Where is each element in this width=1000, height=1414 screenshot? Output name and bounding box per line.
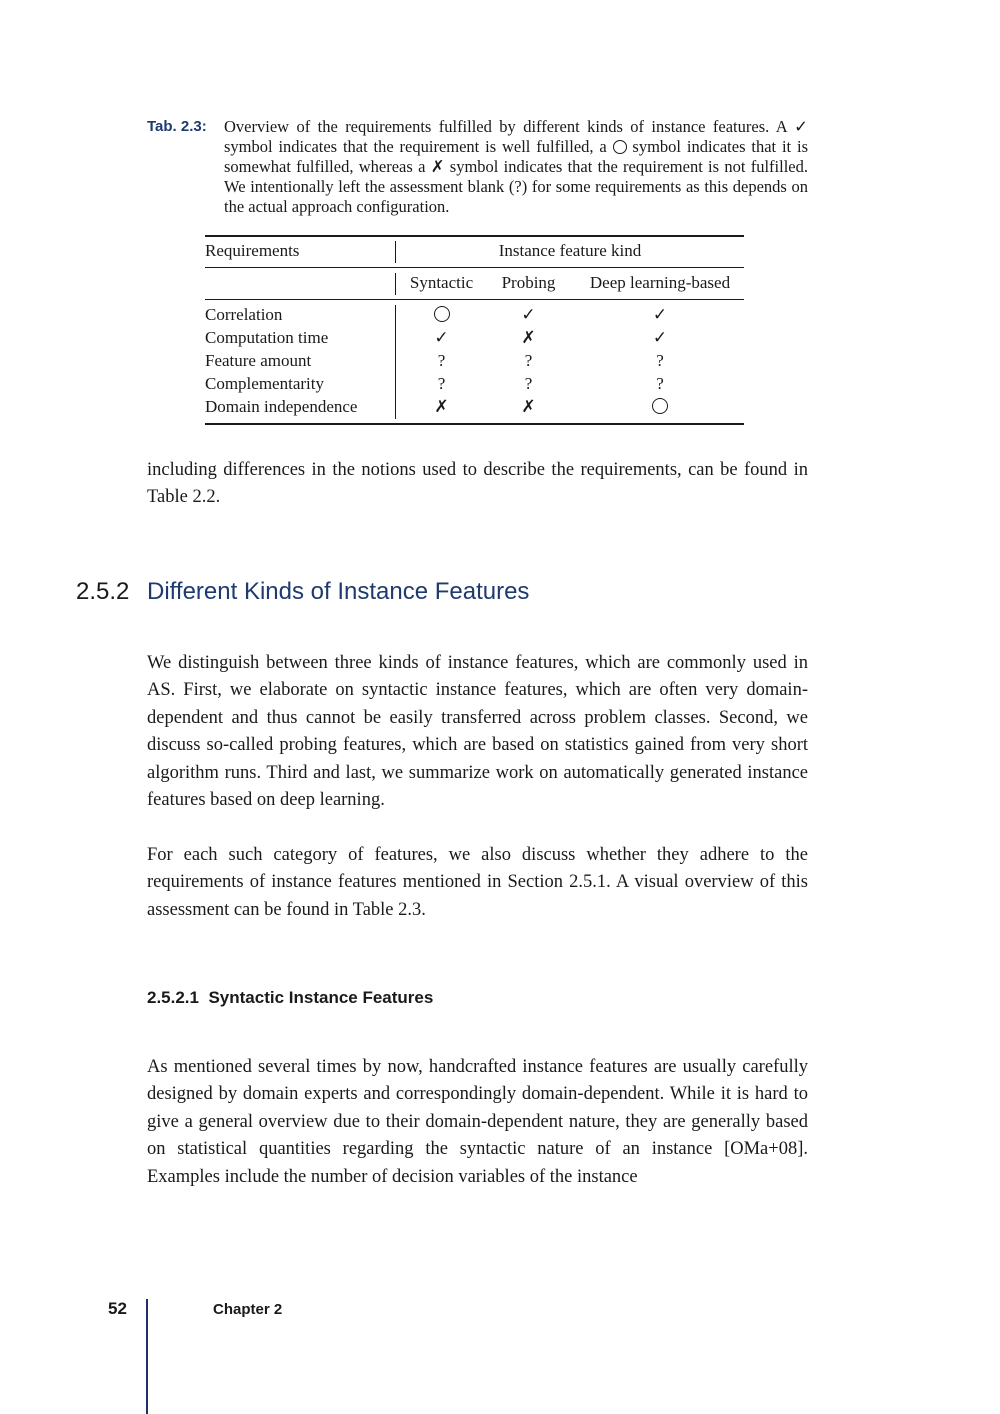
section-number: 2.5.2 xyxy=(76,578,130,605)
table-row-label: Feature amount xyxy=(205,351,312,370)
table-vrule-body xyxy=(395,305,396,419)
cross-icon: ✗ xyxy=(521,397,536,416)
paragraph-1: We distinguish between three kinds of instance features, which are commonly used in AS. First, we elaborate on syntactic instance features, which are often very domain-dependent and thus cannot be easily transferred across problem classes. Second, we discuss so-called probing features, which are based on statistics gained from very short algorithm runs. Third and last, we summarize work on automatically generated instance features based on deep learning. xyxy=(147,653,808,811)
subsection-number: 2.5.2.1 xyxy=(147,988,199,1007)
check-icon: ✓ xyxy=(521,305,536,324)
caption-text-4: symbol indicates that the requirement is not fulfilled. We intentionally left the assessment blank (?) for some requirements as this depends on the actual approach configuration. xyxy=(224,157,808,216)
table-cell-value: ? xyxy=(656,374,664,393)
table-col-probing: Probing xyxy=(501,273,556,292)
caption-text-1: Overview of the requirements fulfilled by different kinds of instance features. A xyxy=(224,117,795,136)
table-cell-value: ? xyxy=(524,374,533,393)
table-col-deep-learning: Deep learning-based xyxy=(589,273,731,292)
check-icon: ✓ xyxy=(652,305,668,324)
cross-icon: ✗ xyxy=(430,157,445,176)
table-cell-value: ? xyxy=(437,351,446,370)
circle-icon xyxy=(398,304,485,326)
page-number: 52 xyxy=(108,1299,127,1318)
table-bottom-rule xyxy=(205,423,744,425)
section-title: Different Kinds of Instance Features xyxy=(147,578,530,605)
cross-icon: ✗ xyxy=(521,328,536,347)
subsection-heading xyxy=(147,986,433,1010)
table-cell-value: ? xyxy=(437,374,446,393)
check-icon: ✓ xyxy=(794,117,808,136)
table-header-requirements: Requirements xyxy=(205,241,300,260)
table-row-label: Computation time xyxy=(205,328,329,347)
footer-chapter: Chapter 2 xyxy=(213,1301,283,1318)
footer-divider xyxy=(146,1299,148,1414)
paragraph-intro: including differences in the notions used to describe the requirements, can be found in Table 2.2. xyxy=(147,460,808,508)
section-heading xyxy=(76,576,529,608)
table-mid-rule xyxy=(205,299,744,300)
check-icon: ✓ xyxy=(434,328,449,347)
table-row-label: Domain independence xyxy=(205,397,358,416)
cross-icon: ✗ xyxy=(434,397,449,416)
table-cell-value: ? xyxy=(524,351,533,370)
table-caption xyxy=(147,117,808,217)
table-caption-text xyxy=(224,117,808,217)
table-cell-value: ? xyxy=(656,351,664,370)
check-icon: ✓ xyxy=(652,328,668,347)
table-header-rule xyxy=(205,267,744,268)
paragraph-3: As mentioned several times by now, handcrafted instance features are usually carefully designed by domain experts and correspondingly domain-dependent. While it is hard to give a general overview due to their domain-dependent nature, they are generally based on statistical quantities regarding the syntactic nature of an instance [OMa+08]. Examples include the number of decision variables of the instance xyxy=(147,1057,808,1187)
table-col-syntactic: Syntactic xyxy=(409,273,474,292)
caption-text-2: symbol indicates that the requirement is well fulfilled, a xyxy=(224,137,613,156)
circle-icon xyxy=(613,140,627,154)
table-row-label: Correlation xyxy=(205,305,283,324)
paragraph-2: For each such category of features, we also discuss whether they adhere to the requirements of instance features mentioned in Section 2.5.1. A visual overview of this assessment can be found in Table 2.3. xyxy=(147,845,808,920)
table-caption-label: Tab. 2.3: xyxy=(147,118,207,135)
table-header-group: Instance feature kind xyxy=(498,241,642,260)
caption-text-3: symbol indicates that it is somewhat fulfilled, whereas a xyxy=(224,137,808,176)
table-top-rule xyxy=(205,235,744,237)
subsection-title: Syntactic Instance Features xyxy=(208,988,434,1007)
table-vrule-subheader xyxy=(395,273,396,295)
table-row-label: Complementarity xyxy=(205,374,324,393)
requirements-table xyxy=(205,235,744,425)
circle-icon xyxy=(574,396,746,418)
